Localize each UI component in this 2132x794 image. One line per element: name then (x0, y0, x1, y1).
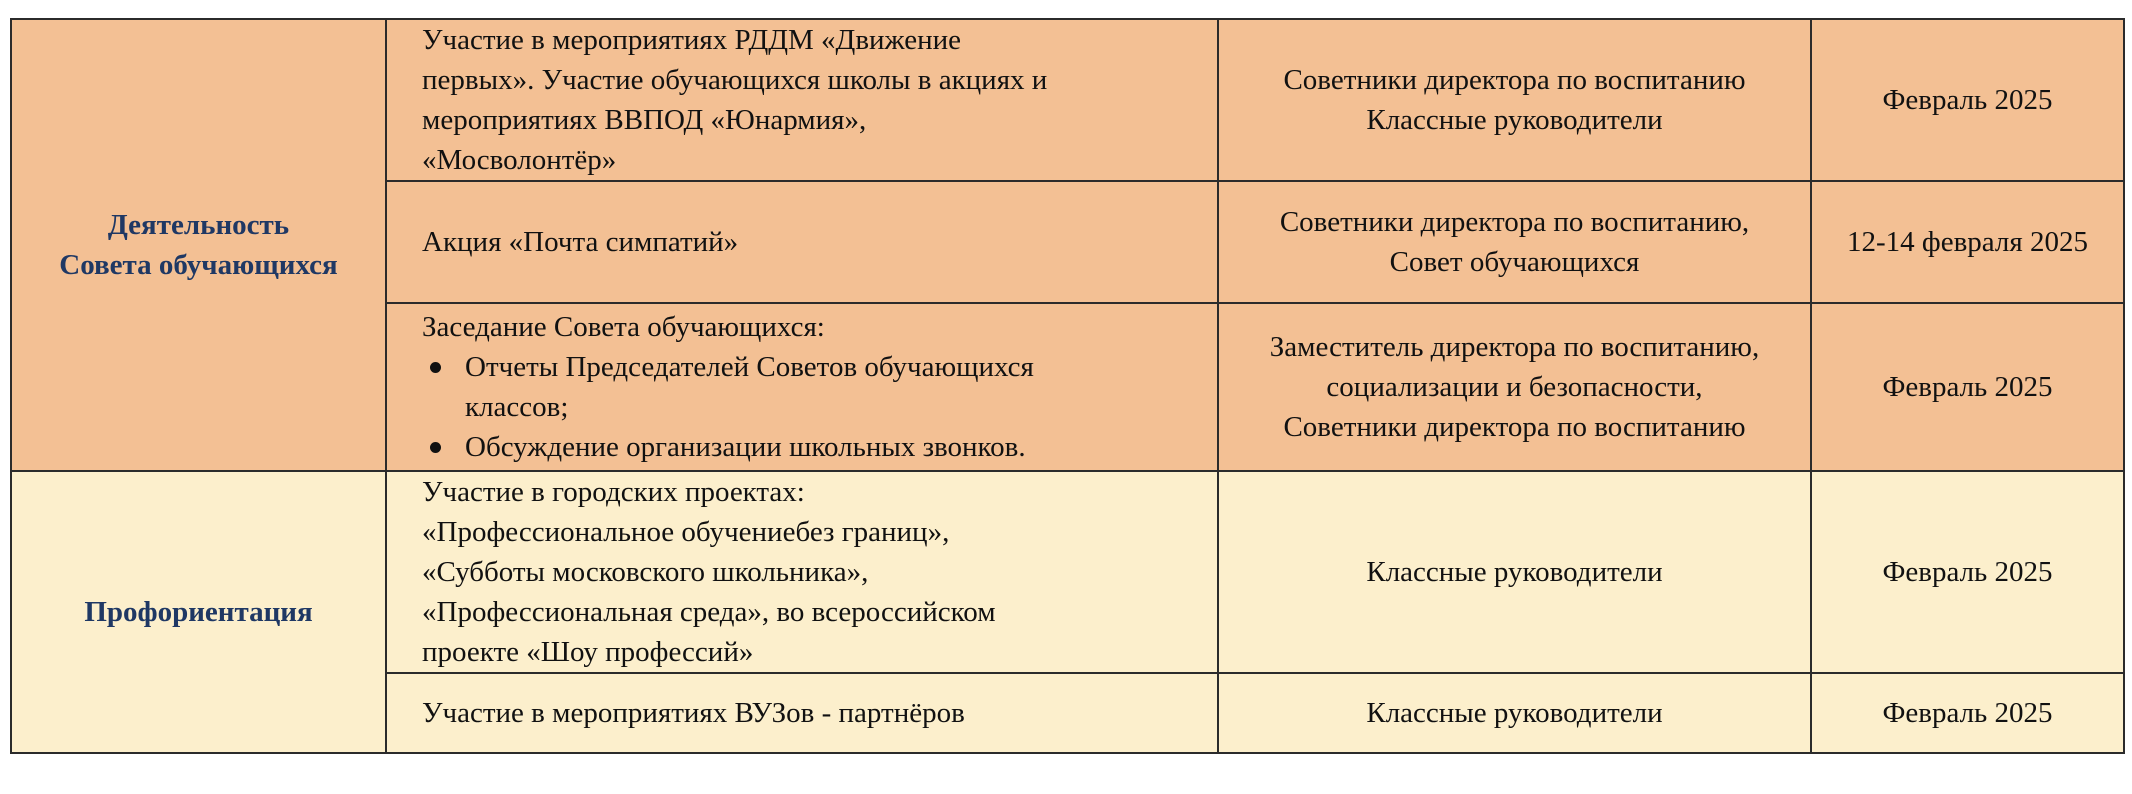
section-title-career-guidance (11, 471, 386, 753)
responsible-line: Совет обучающихся (1389, 246, 1640, 278)
activity-cell (386, 471, 1218, 673)
bullet-item (422, 347, 1205, 427)
responsible-line: Классные руководители (1366, 556, 1663, 588)
table-row (11, 471, 2124, 673)
bullet-line: классов; (465, 391, 569, 423)
responsible-cell (1218, 303, 1811, 471)
date-cell: Февраль 2025 (1811, 471, 2124, 673)
responsible-line: социализации и безопасности, (1326, 371, 1703, 403)
section-title-line: Совета обучающихся (59, 249, 338, 281)
activity-cell (386, 181, 1218, 303)
date-cell: Февраль 2025 (1811, 19, 2124, 181)
bullet-item (422, 427, 1205, 467)
responsible-cell (1218, 471, 1811, 673)
section-title-student-council (11, 19, 386, 471)
responsible-line: Советники директора по воспитанию (1283, 411, 1746, 443)
plan-table (10, 18, 2125, 754)
responsible-line: Классные руководители (1366, 104, 1663, 136)
responsible-cell (1218, 181, 1811, 303)
responsible-cell (1218, 19, 1811, 181)
activity-line: «Профессиональное обучениебез границ», (422, 516, 950, 548)
activity-line: «Субботы московского школьника», (422, 556, 869, 588)
activity-line: Акция «Почта симпатий» (422, 226, 739, 258)
activity-line: «Профессиональная среда», во всероссийском (422, 596, 996, 628)
date-cell: Февраль 2025 (1811, 303, 2124, 471)
responsible-line: Советники директора по воспитанию (1283, 64, 1746, 96)
activity-line: Участие в мероприятиях РДДМ «Движение (422, 24, 961, 56)
bullet-list (422, 347, 1205, 467)
responsible-line: Классные руководители (1366, 697, 1663, 729)
date-cell: 12-14 февраля 2025 (1811, 181, 2124, 303)
activity-intro: Заседание Совета обучающихся: (422, 311, 825, 343)
activity-line: проекте «Шоу профессий» (422, 636, 754, 668)
table-row (11, 19, 2124, 181)
activity-cell (386, 19, 1218, 181)
responsible-line: Советники директора по воспитанию, (1279, 206, 1750, 238)
activity-cell (386, 303, 1218, 471)
section-title-line: Деятельность (107, 209, 290, 241)
activity-line: Участие в городских проектах: (422, 476, 805, 508)
bullet-line: Отчеты Председателей Советов обучающихся (465, 351, 1034, 383)
activity-line: Участие в мероприятиях ВУЗов - партнёров (422, 697, 965, 729)
activity-cell (386, 673, 1218, 753)
bullet-line: Обсуждение организации школьных звонков. (465, 431, 1026, 463)
activity-line: «Мосволонтёр» (422, 144, 617, 176)
responsible-cell (1218, 673, 1811, 753)
responsible-line: Заместитель директора по воспитанию, (1269, 331, 1760, 363)
activity-line: первых». Участие обучающихся школы в акциях и (422, 64, 1048, 96)
date-cell: Февраль 2025 (1811, 673, 2124, 753)
section-title-line: Профориентация (84, 596, 313, 628)
activity-line: мероприятиях ВВПОД «Юнармия», (422, 104, 867, 136)
